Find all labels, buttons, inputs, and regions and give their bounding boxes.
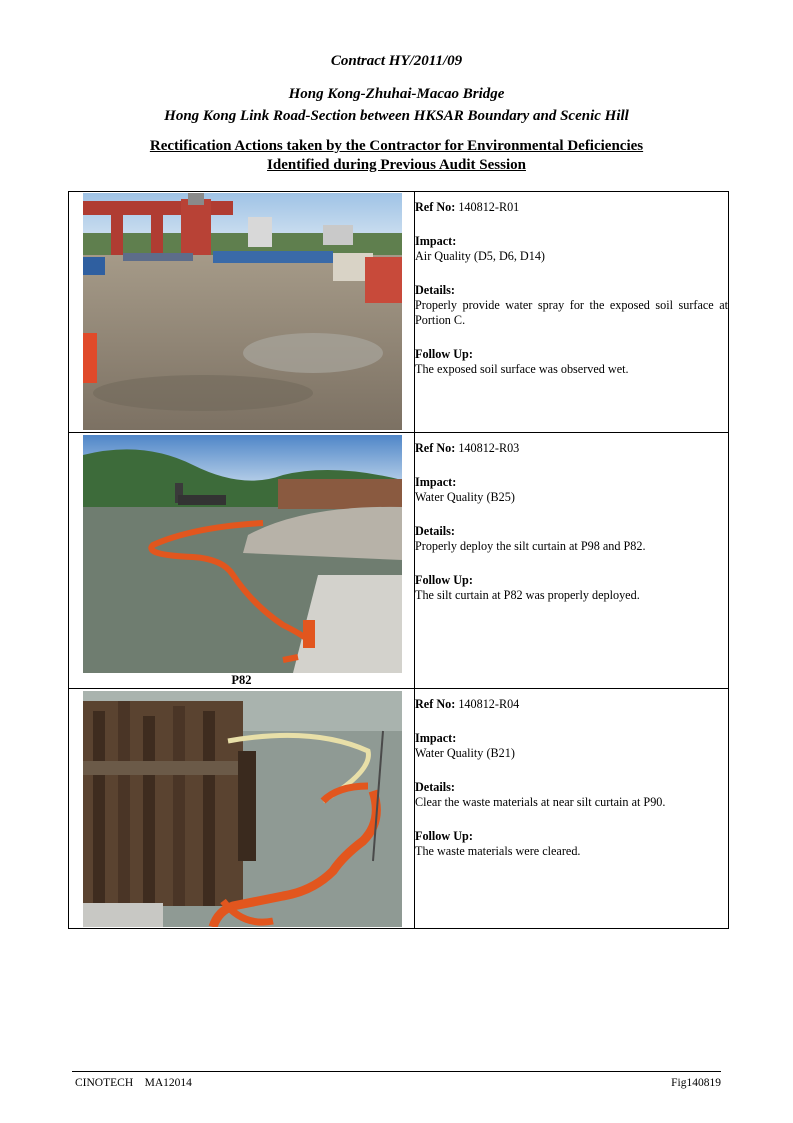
ref-no-field <box>415 697 728 712</box>
follow-up-value: The silt curtain at P82 was properly deployed. <box>415 588 640 602</box>
footer-figure-number: Fig140819 <box>671 1077 721 1089</box>
document-title-line-2: Identified during Previous Audit Session <box>267 157 526 173</box>
follow-up-label: Follow Up: <box>415 573 473 587</box>
details-value: Properly deploy the silt curtain at P98 and P82. <box>415 539 646 553</box>
impact-value: Water Quality (B21) <box>415 746 515 760</box>
details-cell <box>415 689 729 929</box>
impact-field <box>415 475 728 505</box>
follow-up-field <box>415 829 728 859</box>
details-cell <box>415 192 729 433</box>
follow-up-field <box>415 347 728 377</box>
impact-label: Impact: <box>415 475 457 489</box>
ref-no-value: 140812-R03 <box>458 441 520 455</box>
ref-no-value: 140812-R04 <box>458 697 520 711</box>
site-photo-silt-curtain <box>83 435 402 673</box>
table-row <box>69 192 729 433</box>
photo-cell <box>69 433 415 689</box>
project-name: Hong Kong-Zhuhai-Macao Bridge <box>288 86 505 102</box>
follow-up-value: The exposed soil surface was observed wet. <box>415 362 629 376</box>
photo-cell <box>69 192 415 433</box>
impact-field <box>415 234 728 264</box>
ref-no-label: Ref No: <box>415 441 456 455</box>
footer-divider <box>72 1071 721 1072</box>
ref-no-field <box>415 441 728 456</box>
table-row <box>69 689 729 929</box>
impact-label: Impact: <box>415 234 457 248</box>
site-photo-waste-cleared <box>83 691 402 927</box>
details-field <box>415 780 728 810</box>
follow-up-label: Follow Up: <box>415 347 473 361</box>
details-label: Details: <box>415 780 455 794</box>
details-field <box>415 283 728 328</box>
section-name: Hong Kong Link Road-Section between HKSAR Boundary and Scenic Hill <box>164 108 629 124</box>
details-value: Properly provide water spray for the exposed soil surface at Portion C. <box>415 298 728 327</box>
follow-up-field <box>415 573 728 603</box>
details-cell <box>415 433 729 689</box>
impact-value: Water Quality (B25) <box>415 490 515 504</box>
impact-value: Air Quality (D5, D6, D14) <box>415 249 545 263</box>
ref-no-field <box>415 200 728 215</box>
photo-cell <box>69 689 415 929</box>
ref-no-label: Ref No: <box>415 697 456 711</box>
site-photo-exposed-soil <box>83 193 402 430</box>
impact-field <box>415 731 728 761</box>
rectification-table <box>68 191 729 929</box>
table-row <box>69 433 729 689</box>
follow-up-value: The waste materials were cleared. <box>415 844 581 858</box>
details-label: Details: <box>415 524 455 538</box>
impact-label: Impact: <box>415 731 457 745</box>
ref-no-value: 140812-R01 <box>458 200 520 214</box>
details-value: Clear the waste materials at near silt curtain at P90. <box>415 795 666 809</box>
footer-left-text: CINOTECH MA12014 <box>75 1077 192 1089</box>
document-title-line-1: Rectification Actions taken by the Contractor for Environmental Deficiencies <box>149 138 644 154</box>
details-label: Details: <box>415 283 455 297</box>
ref-no-label: Ref No: <box>415 200 456 214</box>
photo-caption: P82 <box>231 673 252 687</box>
follow-up-label: Follow Up: <box>415 829 473 843</box>
contract-number: Contract HY/2011/09 <box>330 53 463 69</box>
details-field <box>415 524 728 554</box>
